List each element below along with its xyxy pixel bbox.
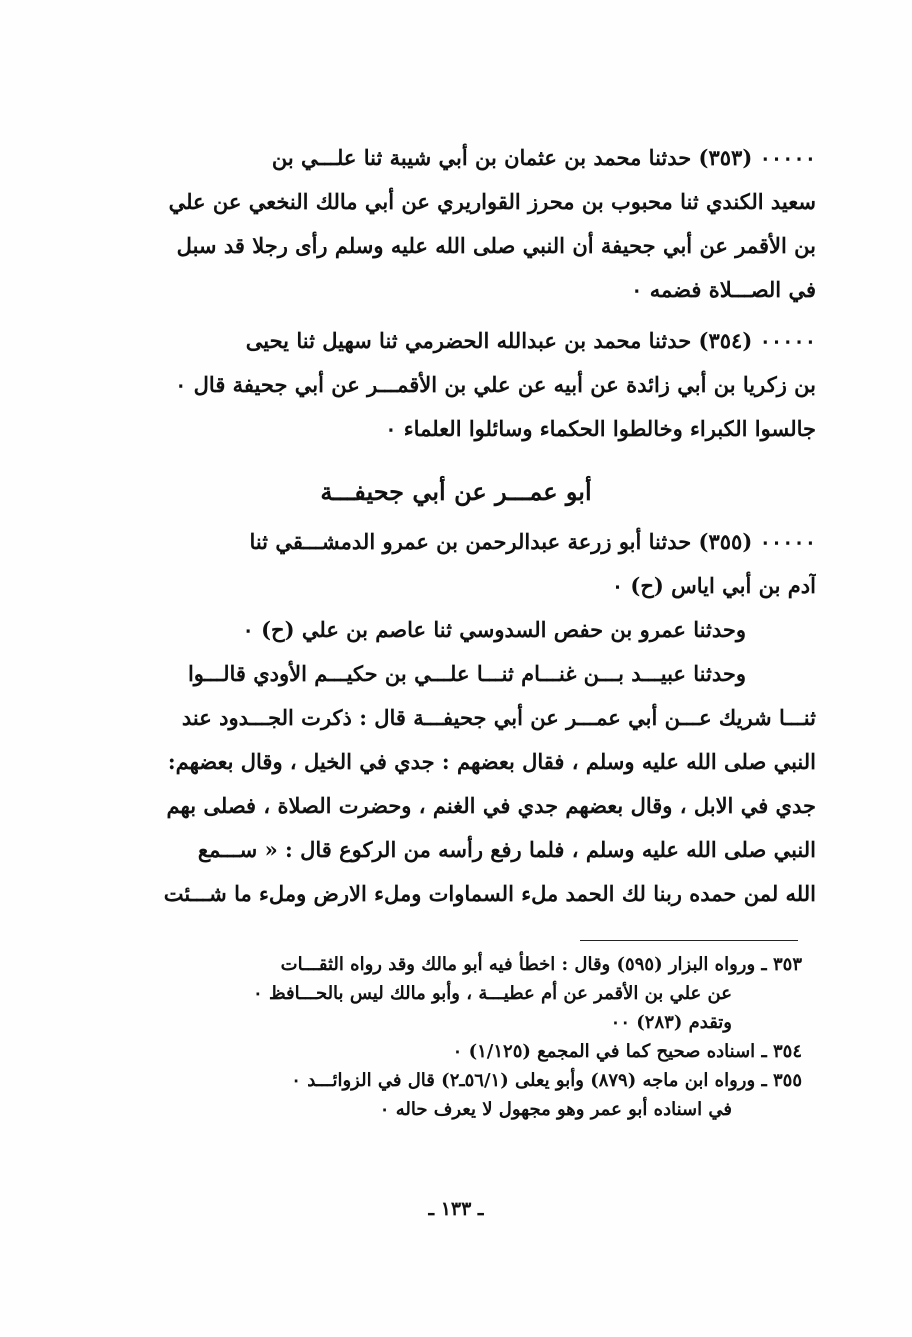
text-line: آدم بن أبي اياس (ح) ٠ xyxy=(611,573,816,598)
text-line: وحدثنا عبيـــد بـــن غنـــام ثنـــا علـــي بن حكيـــم الأودي قالـــوا xyxy=(187,661,746,686)
text-line: سعيد الكندي ثنا محبوب بن محرز القواريري عن أبي مالك النخعي عن علي xyxy=(168,189,816,214)
text-line: ٠٠٠٠٠ (٣٥٣) حدثنا محمد بن عثمان بن أبي شيبة ثنا علـــي بن xyxy=(271,145,816,170)
text-line: النبي صلى الله عليه وسلم ، فقال بعضهم : جدي في الخيل ، وقال بعضهم: xyxy=(167,749,816,774)
footnote-line: ٣٥٥ ـ ورواه ابن ماجه (٨٧٩) وأبو يعلى (٥٦/١ـ٢) قال في الزوائـــد ٠ xyxy=(291,1070,802,1091)
footnote-line: عن علي بن الأقمر عن أم عطيـــة ، وأبو مالك ليس بالحـــافظ ٠ xyxy=(253,983,732,1004)
footnote-line: ٣٥٣ ـ ورواه البزار (٥٩٥) وقال : اخطأ فيه أبو مالك وقد رواه الثقـــات xyxy=(280,954,802,975)
hadith-355-paragraph xyxy=(111,520,816,916)
text-line: وحدثنا عمرو بن حفص السدوسي ثنا عاصم بن علي (ح) ٠ xyxy=(242,617,746,642)
footnote-line: في اسناده أبو عمر وهو مجهول لا يعرف حاله ٠ xyxy=(379,1099,732,1120)
text-line: جدي في الابل ، وقال بعضهم جدي في الغنم ، وحضرت الصلاة ، فصلى بهم xyxy=(166,793,816,818)
text-line: الله لمن حمده ربنا لك الحمد ملء السماوات وملء الارض وملء ما شـــئت xyxy=(163,881,816,906)
hadith-354-paragraph xyxy=(111,319,816,451)
footnote-separator xyxy=(580,940,798,941)
text-line: جالسوا الكبراء وخالطوا الحكماء وسائلوا العلماء ٠ xyxy=(385,416,816,441)
text-line: في الصـــلاة فضمه ٠ xyxy=(631,277,816,302)
text-line: بن زكريا بن أبي زائدة عن أبيه عن علي بن الأقمـــر عن أبي جحيفة قال ٠ xyxy=(175,372,816,397)
footnote-line: ٣٥٤ ـ اسناده صحيح كما في المجمع (١/١٢٥) ٠ xyxy=(452,1041,802,1062)
text-line: ٠٠٠٠٠ (٣٥٤) حدثنا محمد بن عبدالله الحضرمي ثنا سهيل ثنا يحيى xyxy=(245,328,816,353)
section-heading: أبو عمـــر عن أبي جحيفـــة xyxy=(320,477,592,506)
text-line: ثنـــا شريك عـــن أبي عمـــر عن أبي جحيفـــة قال : ذكرت الجـــدود عند xyxy=(181,705,816,730)
text-line: بن الأقمر عن أبي جحيفة أن النبي صلى الله عليه وسلم رأى رجلا قد سبل xyxy=(176,233,816,258)
text-line: النبي صلى الله عليه وسلم ، فلما رفع رأسه من الركوع قال : « ســـمع xyxy=(197,837,816,862)
footnote-line: وتقدم (٢٨٣) ٠٠ xyxy=(610,1012,732,1033)
text-line: ٠٠٠٠٠ (٣٥٥) حدثنا أبو زرعة عبدالرحمن بن عمرو الدمشـــقي ثنا xyxy=(249,529,816,554)
footnotes xyxy=(112,950,802,1124)
page-number: ـ ١٣٣ ـ xyxy=(428,1198,484,1220)
hadith-353-paragraph xyxy=(111,136,816,312)
